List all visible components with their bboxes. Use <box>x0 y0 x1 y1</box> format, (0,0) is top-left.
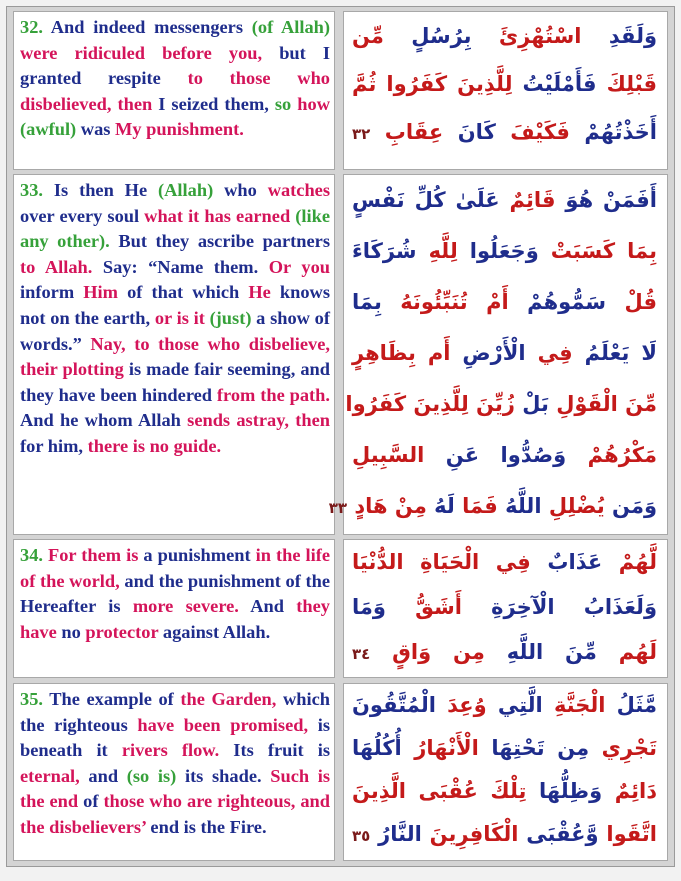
english-segment: Or you <box>268 256 330 277</box>
arabic-line <box>352 430 657 481</box>
arabic-line <box>352 108 657 156</box>
english-segment: which the righteous <box>20 689 330 735</box>
arabic-line <box>352 585 657 630</box>
arabic-word: أَشَقُّ <box>385 595 462 619</box>
english-segment: end is the Fire. <box>150 816 267 837</box>
verse-row-33 <box>13 174 668 535</box>
arabic-word: بِمَا كَسَبَتْ <box>538 239 657 263</box>
arabic-word: دَائِمٌ <box>602 779 658 803</box>
arabic-word: كَانَ <box>443 120 496 144</box>
english-text <box>20 15 330 143</box>
arabic-word: بِظَاهِرٍ <box>352 341 416 365</box>
english-segment: what it has earned <box>144 205 296 226</box>
arabic-word: بِمَا <box>352 290 382 314</box>
english-segment: for him, <box>20 435 88 456</box>
arabic-word: وَلَقَدِ <box>581 24 658 48</box>
ayah-number-marker: ٣٢ <box>352 125 371 143</box>
english-segment: then <box>117 93 159 114</box>
arabic-word: النَّارُ <box>370 822 422 846</box>
arabic-word: الْحَيَاةِ الدُّنْيَا <box>352 550 480 574</box>
arabic-word: السَّبِيلِ <box>352 443 425 467</box>
arabic-word: عَلَىٰ <box>445 188 500 212</box>
english-segment: The example of <box>49 689 181 709</box>
arabic-word: اسْتُهْزِئَ <box>471 24 582 48</box>
english-segment: but I granted respite <box>20 42 331 89</box>
english-translation-cell <box>13 174 335 535</box>
english-segment: eternal, <box>20 765 89 786</box>
english-segment: their plotting <box>20 359 129 380</box>
english-segment: knows not on the earth, <box>20 282 330 328</box>
arabic-word: فَأَمْلَيْتُ <box>512 72 597 96</box>
english-segment: (awful) <box>20 119 81 140</box>
english-text <box>20 687 330 841</box>
arabic-word: فِي <box>525 341 573 365</box>
english-segment: sends astray, <box>187 410 296 431</box>
arabic-word: مِّن <box>352 24 384 48</box>
english-segment: have been promised, <box>137 714 318 735</box>
english-segment: no <box>61 621 86 642</box>
arabic-line <box>352 277 657 328</box>
arabic-line <box>352 328 657 379</box>
arabic-word: بَلْ <box>514 392 549 416</box>
english-segment: in the life of the world, <box>20 545 330 591</box>
english-segment: (of Allah) <box>251 17 331 37</box>
english-segment: how <box>297 93 330 114</box>
arabic-word: لِلَّذِينَ <box>447 72 513 96</box>
english-segment: those who are righteous, <box>103 791 301 812</box>
english-segment: and <box>88 765 127 786</box>
english-segment: its shade. <box>184 765 271 786</box>
arabic-word: كُلِّ <box>404 188 446 212</box>
english-text <box>20 543 330 645</box>
english-segment: of that which <box>127 282 249 303</box>
arabic-word: يُضْلِلِ <box>541 494 605 518</box>
english-segment: Is then He <box>53 180 159 200</box>
arabic-line <box>352 60 657 108</box>
arabic-word: مِّنَ اللَّهِ <box>484 640 597 664</box>
arabic-word: فَكَيْفَ <box>495 120 570 144</box>
arabic-word: لَهُ <box>426 494 455 518</box>
arabic-word: اللَّهُ <box>497 494 542 518</box>
english-segment: over every soul <box>20 205 145 226</box>
english-segment: a punishment <box>143 545 256 565</box>
arabic-word: أُكُلُهَا <box>352 736 402 760</box>
arabic-word: نَفْسٍ <box>352 188 405 212</box>
arabic-text-cell <box>328 174 668 535</box>
arabic-word: مَّثَلُ <box>605 693 657 717</box>
english-segment: then <box>295 410 330 431</box>
arabic-word: وَاقٍ <box>370 640 432 664</box>
english-segment: from the path. <box>216 384 330 405</box>
arabic-word: شُرَكَاءَ <box>352 239 417 263</box>
english-segment: to those who disbelieved, <box>20 68 331 114</box>
english-segment: or is it <box>154 307 210 328</box>
english-segment: a show of words.” <box>20 307 330 354</box>
arabic-word: مِنْ <box>387 494 427 518</box>
arabic-word: لَّهُمْ <box>602 550 657 574</box>
arabic-word: هُوَ <box>555 188 594 212</box>
english-segment: Him <box>83 282 128 303</box>
arabic-word: وَجَعَلُوا <box>457 239 539 263</box>
english-segment: (Allah) <box>158 180 225 200</box>
arabic-word: وَظِلُّهَا <box>526 779 603 803</box>
ayah-number-marker: ٣٤ <box>352 645 371 663</box>
arabic-word: مِن <box>431 640 485 664</box>
english-segment: and the punishment of the Hereafter is <box>20 570 331 617</box>
english-segment: But they ascribe partners <box>118 231 330 252</box>
arabic-text-cell <box>343 683 668 861</box>
english-segment: more severe. <box>132 596 251 617</box>
english-segment: so <box>274 93 298 114</box>
english-segment: watches <box>267 180 330 200</box>
english-segment: and the disbelievers’ <box>20 791 330 837</box>
arabic-line <box>352 684 657 727</box>
english-segment: (just) <box>209 307 257 328</box>
arabic-word: وَمَن <box>604 494 657 518</box>
arabic-word: فِي <box>479 550 531 574</box>
arabic-word: لَا يَعْلَمُ <box>572 341 657 365</box>
arabic-word: لِلَّهِ <box>416 239 458 263</box>
arabic-line <box>352 630 657 675</box>
arabic-word: تَحْتِهَا <box>478 736 545 760</box>
english-segment: And <box>250 596 297 617</box>
english-segment: inform <box>20 282 84 303</box>
arabic-word: وَمَا <box>352 595 386 619</box>
arabic-text-cell <box>343 539 668 678</box>
verse-table <box>6 6 675 867</box>
arabic-word: لِلَّذِينَ <box>406 392 469 416</box>
english-text <box>20 178 330 460</box>
arabic-word: سَمُّوهُمْ <box>508 290 607 314</box>
arabic-word: ثُمَّ <box>352 72 377 96</box>
arabic-line <box>345 379 657 430</box>
arabic-word: وَلَعَذَابُ <box>554 595 657 619</box>
arabic-line <box>352 770 657 813</box>
arabic-word: الْمُتَّقُونَ <box>352 693 436 717</box>
verse-row-35 <box>13 683 668 861</box>
arabic-word: هَادٍ <box>347 494 388 518</box>
english-segment: Nay, to those who disbelieve, <box>90 333 330 354</box>
arabic-word: الْجَنَّةِ <box>542 693 606 717</box>
english-segment: who <box>224 180 268 200</box>
english-segment: For them is <box>48 545 144 565</box>
english-segment: is beneath it <box>20 714 330 761</box>
arabic-word: عَنِ <box>424 443 480 467</box>
english-segment: were ridiculed before you, <box>20 42 280 63</box>
arabic-line <box>352 727 657 770</box>
english-segment: My punishment. <box>115 119 244 140</box>
arabic-word: الَّتِي <box>486 693 543 717</box>
arabic-word: تَجْرِي <box>589 736 657 760</box>
english-segment: I seized them, <box>158 93 275 114</box>
arabic-word: اتَّقَوا <box>598 822 657 846</box>
english-segment: was <box>80 119 116 140</box>
arabic-word: عُقْبَى <box>406 779 478 803</box>
arabic-line <box>352 175 657 226</box>
english-segment: And he whom Allah <box>20 410 188 431</box>
arabic-word: مِن <box>544 736 590 760</box>
arabic-word: مِّنَ الْقَوْلِ <box>548 392 657 416</box>
english-segment: Say: “Name them. <box>102 256 269 277</box>
english-translation-cell <box>13 539 335 678</box>
arabic-word: قُلْ <box>606 290 658 314</box>
arabic-word: زُيِّنَ <box>468 392 515 416</box>
arabic-word: قَبْلِكَ <box>596 72 658 96</box>
arabic-word: بِرُسُلٍ <box>383 24 472 48</box>
arabic-word: كَفَرُوا <box>345 392 407 416</box>
arabic-word: تِلْكَ <box>477 779 527 803</box>
english-segment: (so is) <box>126 765 185 786</box>
english-segment: rivers flow. <box>121 740 234 761</box>
english-segment: And indeed messengers <box>50 17 252 37</box>
arabic-line <box>352 813 657 856</box>
verse-number: 35. <box>20 689 50 709</box>
english-segment: He <box>248 282 280 303</box>
ayah-number-marker: ٣٣ <box>328 499 348 517</box>
arabic-word: لَهُم <box>596 640 657 664</box>
arabic-word: أَم <box>415 341 451 365</box>
english-segment: protector <box>85 621 163 642</box>
english-segment: to Allah. <box>20 256 103 277</box>
arabic-word: الَّذِينَ <box>352 779 406 803</box>
english-segment: Its fruit is <box>233 740 330 761</box>
english-segment: of <box>83 791 104 812</box>
english-segment: the Garden, <box>180 689 283 709</box>
arabic-word: عِقَابِ <box>370 120 444 144</box>
arabic-word: الْأَرْضِ <box>450 341 526 365</box>
english-translation-cell <box>13 683 335 861</box>
verse-number: 34. <box>20 545 48 565</box>
arabic-word: الْأَنْهَارُ <box>401 736 479 760</box>
verse-row-32 <box>13 11 668 170</box>
arabic-word: أَخَذْتُهُمْ <box>569 120 657 144</box>
arabic-word: وَّعُقْبَى <box>518 822 599 846</box>
arabic-line <box>352 226 657 277</box>
english-segment: is made fair seeming, and they have been hindered <box>20 359 330 405</box>
arabic-word: قَائِمٌ <box>499 188 556 212</box>
arabic-word: أَمْ <box>467 290 509 314</box>
english-segment: they have <box>20 596 330 642</box>
english-segment: there is no guide. <box>87 435 222 456</box>
arabic-word: الْكَافِرِينَ <box>421 822 519 846</box>
english-segment: (like any other). <box>20 205 330 252</box>
verse-number: 33. <box>20 180 54 200</box>
arabic-word: كَفَرُوا <box>376 72 448 96</box>
arabic-line <box>352 12 657 60</box>
arabic-word: الْآخِرَةِ <box>461 595 555 619</box>
arabic-text-cell <box>343 11 668 170</box>
verse-row-34 <box>13 539 668 678</box>
ayah-number-marker: ٣٥ <box>352 827 371 845</box>
verse-number: 32. <box>20 17 51 37</box>
arabic-word: مَكْرُهُمْ <box>566 443 657 467</box>
arabic-word: تُنَبِّئُونَهُ <box>381 290 468 314</box>
arabic-word: فَمَا <box>454 494 498 518</box>
arabic-word: أَفَمَنْ <box>593 188 657 212</box>
english-translation-cell <box>13 11 335 170</box>
english-segment: against Allah. <box>162 621 271 642</box>
arabic-word: عَذَابٌ <box>530 550 603 574</box>
english-segment: Such is the end <box>20 765 331 812</box>
arabic-line <box>352 540 657 585</box>
arabic-line <box>328 481 657 532</box>
arabic-word: وَصُدُّوا <box>479 443 567 467</box>
arabic-word: وُعِدَ <box>435 693 487 717</box>
